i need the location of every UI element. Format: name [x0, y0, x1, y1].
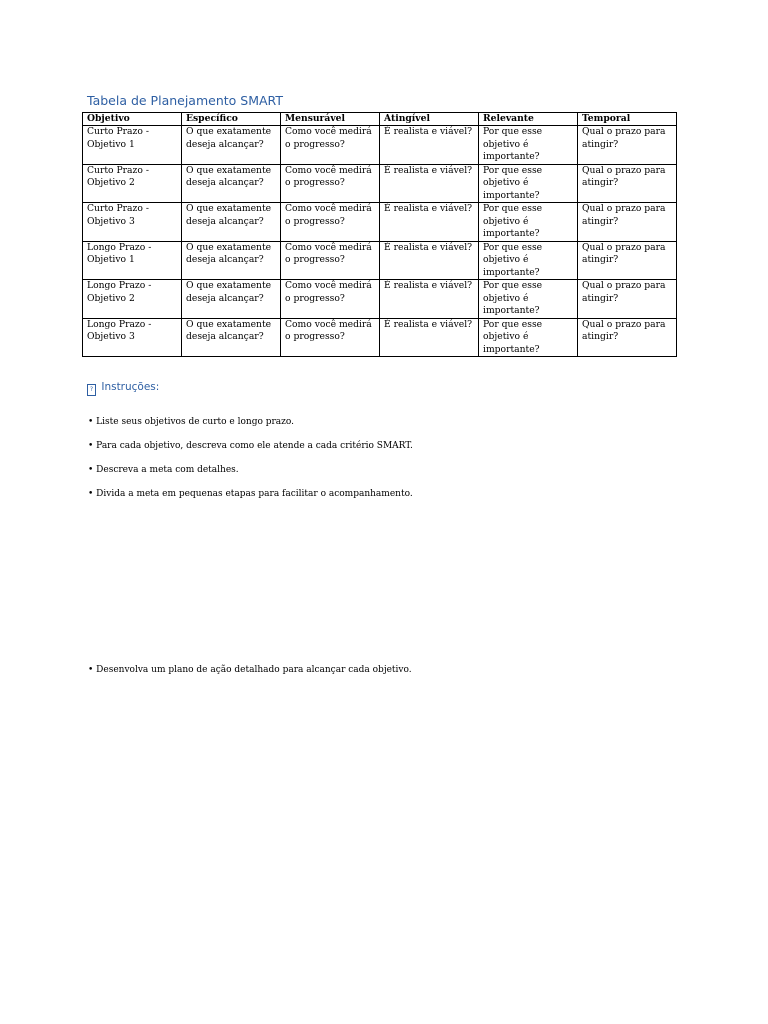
- table-row: [83, 164, 677, 203]
- table-cell: É realista e viável?: [380, 126, 479, 165]
- instruction-item: • Desenvolva um plano de ação detalhado para alcançar cada objetivo.: [88, 665, 412, 675]
- column-header-mensuravel: Mensurável: [281, 113, 380, 126]
- instruction-item: • Liste seus objetivos de curto e longo prazo.: [88, 417, 295, 427]
- table-cell: Curto Prazo - Objetivo 1: [83, 126, 182, 165]
- table-cell: Longo Prazo - Objetivo 1: [83, 241, 182, 280]
- table-cell: Curto Prazo - Objetivo 2: [83, 164, 182, 203]
- table-cell: É realista e viável?: [380, 241, 479, 280]
- table-cell: Por que esse objetivo é importante?: [479, 164, 578, 203]
- table-cell: Por que esse objetivo é importante?: [479, 203, 578, 242]
- table-header-row: [83, 113, 677, 126]
- column-header-relevante: Relevante: [479, 113, 578, 126]
- table-cell: Como você medirá o progresso?: [281, 164, 380, 203]
- table-cell: É realista e viável?: [380, 318, 479, 357]
- table-cell: Por que esse objetivo é importante?: [479, 280, 578, 319]
- instruction-item: • Divida a meta em pequenas etapas para facilitar o acompanhamento.: [88, 489, 413, 499]
- table-cell: É realista e viável?: [380, 203, 479, 242]
- table-cell: Por que esse objetivo é importante?: [479, 126, 578, 165]
- table-cell: O que exatamente deseja alcançar?: [182, 203, 281, 242]
- table-row: [83, 203, 677, 242]
- table-cell: Por que esse objetivo é importante?: [479, 241, 578, 280]
- table-cell: Qual o prazo para atingir?: [578, 280, 677, 319]
- table-row: [83, 126, 677, 165]
- document-title: Tabela de Planejamento SMART: [87, 93, 283, 108]
- table-cell: O que exatamente deseja alcançar?: [182, 241, 281, 280]
- table-cell: Como você medirá o progresso?: [281, 280, 380, 319]
- table-cell: Curto Prazo - Objetivo 3: [83, 203, 182, 242]
- table-cell: Como você medirá o progresso?: [281, 241, 380, 280]
- table-cell: O que exatamente deseja alcançar?: [182, 164, 281, 203]
- column-header-temporal: Temporal: [578, 113, 677, 126]
- instructions-heading: [87, 381, 159, 396]
- table-cell: É realista e viável?: [380, 164, 479, 203]
- table-cell: Como você medirá o progresso?: [281, 126, 380, 165]
- table-cell: Qual o prazo para atingir?: [578, 318, 677, 357]
- table-row: [83, 318, 677, 357]
- instruction-item: • Para cada objetivo, descreva como ele atende a cada critério SMART.: [88, 441, 413, 451]
- column-header-especifico: Específico: [182, 113, 281, 126]
- table-row: [83, 241, 677, 280]
- table-cell: Longo Prazo - Objetivo 3: [83, 318, 182, 357]
- column-header-objetivo: Objetivo: [83, 113, 182, 126]
- table-cell: Por que esse objetivo é importante?: [479, 318, 578, 357]
- table-cell: Qual o prazo para atingir?: [578, 203, 677, 242]
- table-cell: O que exatamente deseja alcançar?: [182, 318, 281, 357]
- missing-glyph-icon: ?: [87, 384, 96, 396]
- table-cell: Qual o prazo para atingir?: [578, 241, 677, 280]
- table-cell: Qual o prazo para atingir?: [578, 126, 677, 165]
- instruction-item: • Descreva a meta com detalhes.: [88, 465, 239, 475]
- table-cell: Como você medirá o progresso?: [281, 318, 380, 357]
- table-row: [83, 280, 677, 319]
- table-cell: O que exatamente deseja alcançar?: [182, 280, 281, 319]
- table-cell: É realista e viável?: [380, 280, 479, 319]
- table-cell: Longo Prazo - Objetivo 2: [83, 280, 182, 319]
- table-cell: O que exatamente deseja alcançar?: [182, 126, 281, 165]
- table-cell: Qual o prazo para atingir?: [578, 164, 677, 203]
- column-header-atingivel: Atingível: [380, 113, 479, 126]
- table-cell: Como você medirá o progresso?: [281, 203, 380, 242]
- instructions-heading-text: Instruções:: [101, 381, 160, 393]
- smart-planning-table: [82, 112, 677, 357]
